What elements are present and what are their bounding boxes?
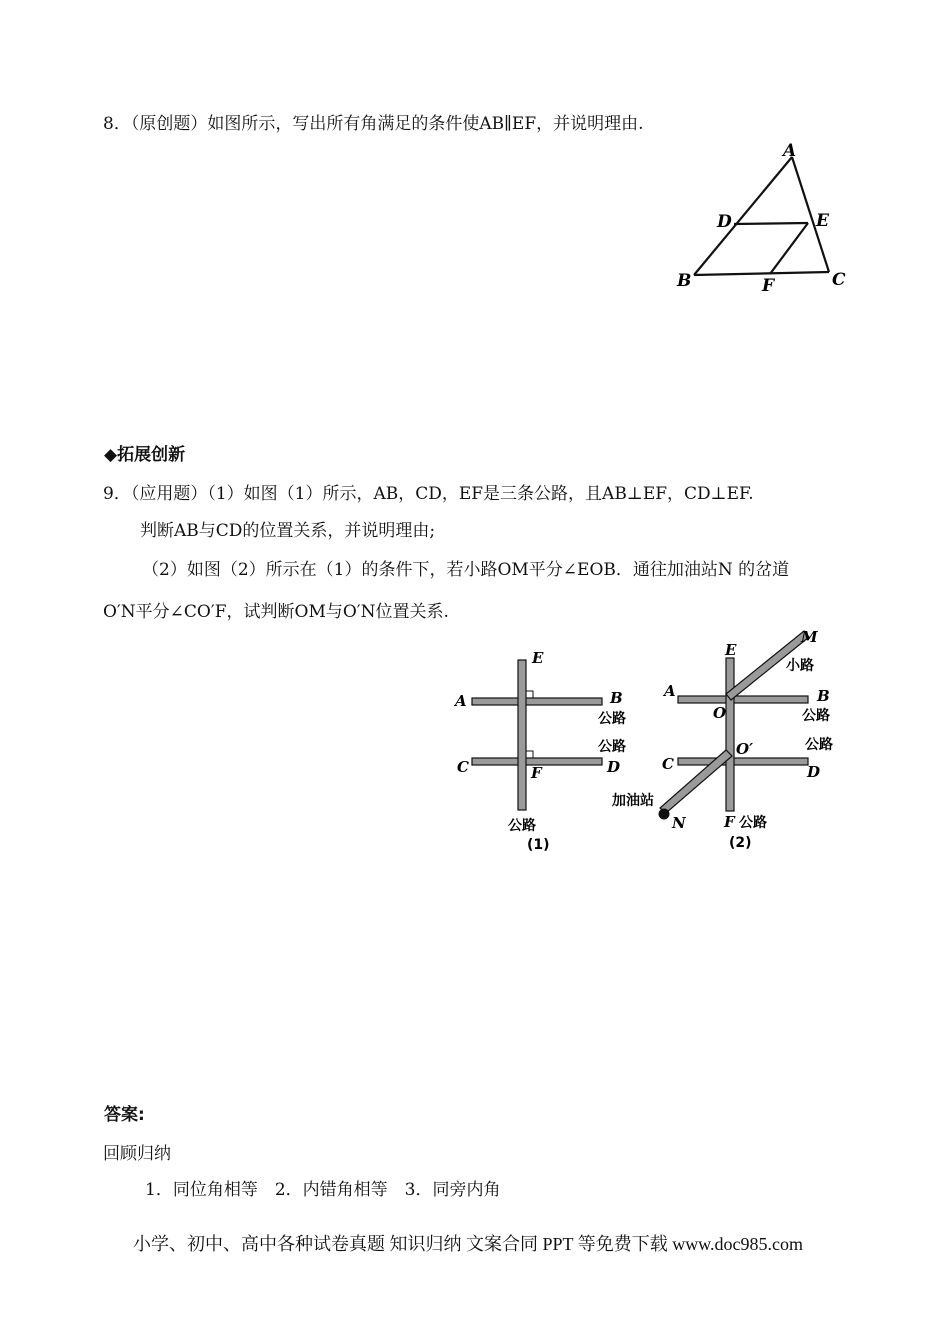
- answers-title: 答案:: [104, 1105, 145, 1125]
- diamond-icon: ◆: [104, 445, 118, 465]
- fig2-label-M: M: [801, 628, 818, 646]
- fig2-road-cd: 公路: [805, 737, 833, 753]
- label-F: F: [762, 276, 775, 296]
- question-9-line2: 判断AB与CD的位置关系，并说明理由;: [140, 521, 436, 541]
- label-D: D: [717, 212, 732, 232]
- label-E: E: [816, 211, 829, 231]
- fig1-label-C: C: [457, 758, 469, 776]
- fig1-road-cd: 公路: [598, 739, 626, 755]
- fig1-label-B: B: [610, 689, 623, 707]
- fig2-label-C: C: [662, 755, 674, 773]
- triangle-figure: [672, 138, 852, 298]
- fig2-label-O: O: [713, 704, 727, 722]
- question-9-line1: 9．（应用题）（1）如图（1）所示，AB，CD，EF是三条公路，且AB⊥EF，CD⊥EF.: [103, 484, 754, 504]
- fig2-caption: (2): [729, 835, 752, 851]
- label-B: B: [677, 271, 692, 291]
- fig2-label-N: N: [672, 814, 686, 832]
- fig2-station: 加油站: [612, 793, 654, 809]
- section-title: 拓展创新: [117, 445, 186, 465]
- fig2-label-F: F: [724, 813, 735, 831]
- footer-text: 小学、初中、高中各种试卷真题 知识归纳 文案合同 PPT 等免费下载 www.doc985.com: [133, 1234, 803, 1254]
- fig2-label-O2: O′: [736, 740, 754, 758]
- question-9-line4: O′N平分∠CO′F，试判断OM与O′N位置关系.: [103, 602, 449, 622]
- label-A: A: [783, 141, 797, 161]
- section-heading: [104, 440, 185, 465]
- answers-subtitle: 回顾归纳: [103, 1144, 171, 1164]
- question-8-text: 8．（原创题）如图所示，写出所有角满足的条件使AB∥EF，并说明理由.: [103, 114, 644, 134]
- fig1-road-ef: 公路: [508, 818, 536, 834]
- fig1-caption: (1): [527, 837, 550, 853]
- fig2-label-A: A: [664, 682, 676, 700]
- fig2-label-B: B: [817, 687, 830, 705]
- fig1-label-D: D: [607, 758, 621, 776]
- fig2-path: 小路: [786, 658, 814, 674]
- fig2-label-E: E: [725, 641, 737, 659]
- fig2-road-ab: 公路: [802, 708, 830, 724]
- label-C: C: [832, 270, 846, 290]
- fig2-road-ef: 公路: [739, 815, 767, 831]
- fig1-road-ab: 公路: [598, 711, 626, 727]
- answers-items: 1．同位角相等 2．内错角相等 3．同旁内角: [145, 1180, 501, 1200]
- fig1-label-E: E: [532, 649, 544, 667]
- question-9-line3: （2）如图（2）所示在（1）的条件下，若小路OM平分∠EOB．通往加油站N 的岔道: [142, 560, 790, 580]
- fig1-label-F: F: [531, 764, 542, 782]
- fig2-label-D: D: [807, 763, 821, 781]
- road-figure-2: [608, 628, 833, 853]
- fig1-label-A: A: [455, 692, 467, 710]
